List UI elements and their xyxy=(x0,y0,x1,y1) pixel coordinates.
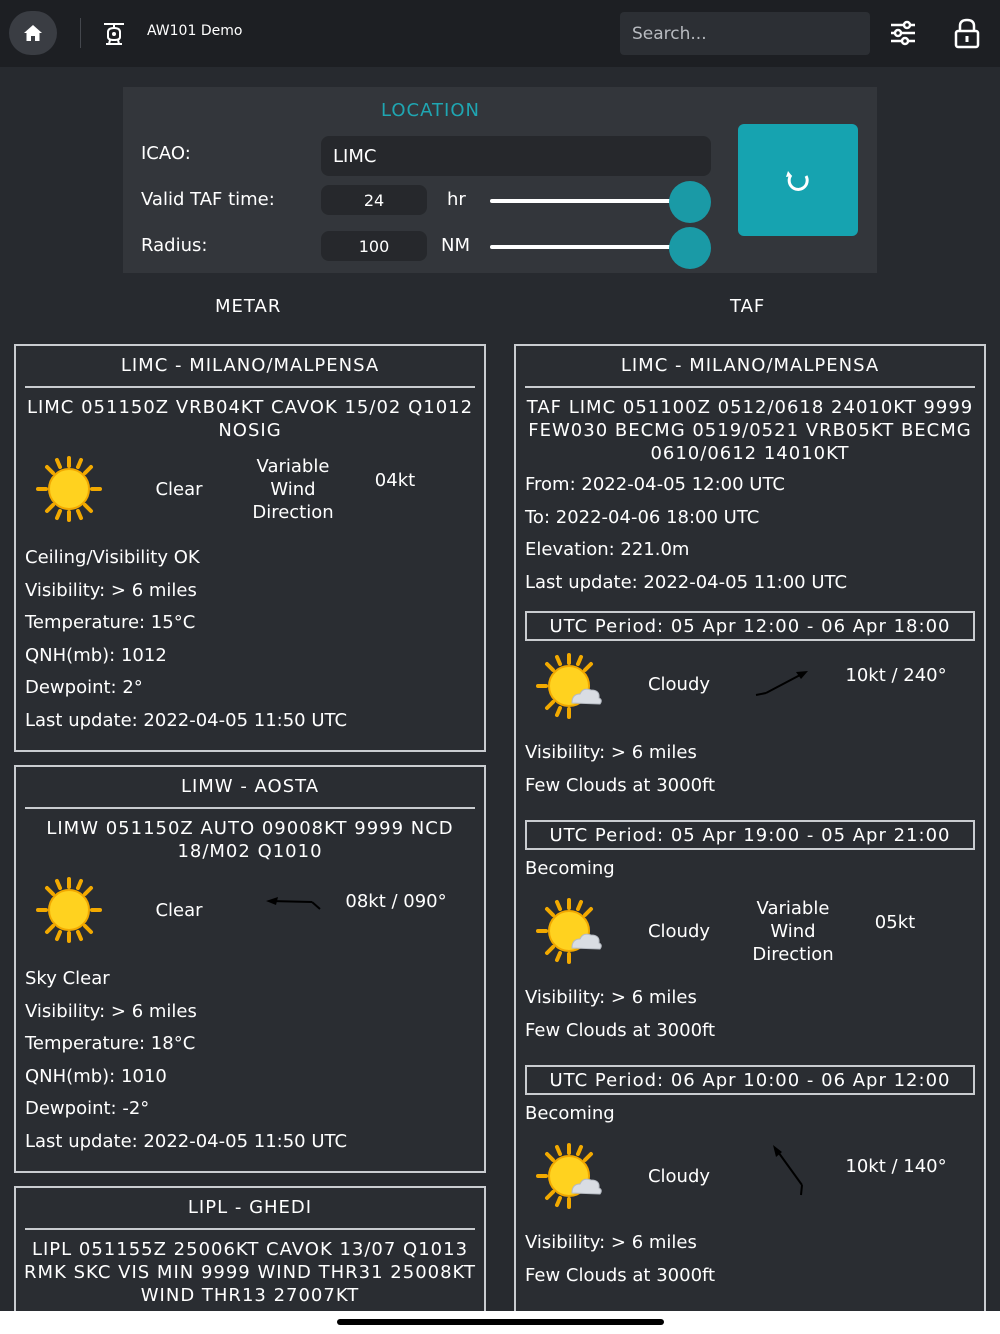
station-title: LIMW - AOSTA xyxy=(180,776,320,797)
info-line: Temperature: 15°C xyxy=(25,612,196,633)
wind-speed-text: 04kt xyxy=(374,470,416,491)
info-line: Ceiling/Visibility OK xyxy=(25,547,200,568)
wind-text: 08kt / 090° xyxy=(345,891,447,912)
period-visibility: Visibility: > 6 miles xyxy=(525,742,697,763)
weather-summary xyxy=(516,1133,984,1227)
metar-card[interactable] xyxy=(14,765,486,1173)
period-change-type: Becoming xyxy=(525,858,615,879)
lock-icon[interactable] xyxy=(953,17,981,49)
topbar-divider xyxy=(80,18,81,48)
raw-metar: LIMW 051150Z AUTO 09008KT 9999 NCD 18/M02 Q1010 xyxy=(46,818,454,862)
condition-text: Cloudy xyxy=(647,921,711,942)
taf-time-label: Valid TAF time: xyxy=(141,189,275,210)
icao-input[interactable] xyxy=(321,136,711,176)
cloudy-icon xyxy=(536,898,604,964)
info-line: Dewpoint: 2° xyxy=(25,677,143,698)
period-header: UTC Period: 05 Apr 12:00 - 06 Apr 18:00 xyxy=(525,611,975,641)
icao-label: ICAO: xyxy=(141,143,191,164)
station-title: LIMC - MILANO/MALPENSA xyxy=(120,355,380,376)
condition-text: Clear xyxy=(155,900,203,921)
condition-text: Cloudy xyxy=(647,1166,711,1187)
period-clouds: Few Clouds at 3000ft xyxy=(525,1019,716,1041)
condition-text: Cloudy xyxy=(647,674,711,695)
metar-card[interactable] xyxy=(14,344,486,752)
search-input[interactable] xyxy=(620,12,870,55)
info-line: Last update: 2022-04-05 11:50 UTC xyxy=(25,709,348,731)
app-title: AW101 Demo xyxy=(147,23,243,39)
cloudy-icon xyxy=(536,1143,604,1209)
info-line: Temperature: 18°C xyxy=(25,1033,196,1054)
taf-time-slider-thumb[interactable] xyxy=(669,181,711,223)
period-clouds: Few Clouds at 3000ft xyxy=(525,1264,716,1286)
wind-text: 10kt / 140° xyxy=(845,1156,947,1177)
taf-heading: TAF xyxy=(730,296,766,317)
helicopter-icon xyxy=(101,20,127,46)
info-line: QNH(mb): 1010 xyxy=(25,1065,167,1087)
weather-summary xyxy=(16,442,484,542)
wind-direction-text: Variable Wind Direction xyxy=(752,898,834,965)
taf-from: From: 2022-04-05 12:00 UTC xyxy=(525,474,785,495)
wind-arrow-icon xyxy=(752,661,812,701)
raw-taf: TAF LIMC 051100Z 0512/0618 24010KT 9999 FEW030 BECMG 0519/0521 VRB05KT BECMG 0610/0612 14010KT xyxy=(526,397,974,464)
radius-slider-thumb[interactable] xyxy=(669,227,711,269)
sun-icon xyxy=(36,877,102,943)
period-change-type: Becoming xyxy=(525,1103,615,1124)
sun-icon xyxy=(36,456,102,522)
taf-time-input[interactable] xyxy=(321,185,427,215)
wind-text: 10kt / 240° xyxy=(845,665,947,686)
location-panel xyxy=(123,87,877,273)
location-title: LOCATION xyxy=(381,100,480,121)
station-title: LIPL - GHEDI xyxy=(187,1197,313,1218)
weather-summary xyxy=(516,888,984,982)
taf-to: To: 2022-04-06 18:00 UTC xyxy=(525,506,760,528)
taf-time-unit: hr xyxy=(447,189,466,210)
weather-summary xyxy=(16,863,484,963)
info-line: Last update: 2022-04-05 11:50 UTC xyxy=(25,1130,348,1152)
home-button[interactable] xyxy=(9,11,57,55)
taf-card[interactable] xyxy=(514,344,986,1334)
cloudy-icon xyxy=(536,653,604,719)
top-bar xyxy=(0,0,1000,67)
wind-arrow-icon xyxy=(264,893,324,913)
home-indicator xyxy=(337,1319,664,1325)
raw-metar: LIPL 051155Z 25006KT CAVOK 13/07 Q1013 RMK SKC VIS MIN 9999 WIND THR31 25008KT WIND THR13 27007KT xyxy=(24,1239,476,1306)
wind-direction-text: Variable Wind Direction xyxy=(252,456,334,523)
station-title: LIMC - MILANO/MALPENSA xyxy=(620,355,880,376)
metar-card[interactable] xyxy=(14,1186,486,1326)
info-line: QNH(mb): 1012 xyxy=(25,644,167,666)
refresh-button[interactable] xyxy=(738,124,858,236)
metar-heading: METAR xyxy=(215,296,282,317)
wind-speed-text: 05kt xyxy=(874,912,916,933)
period-header: UTC Period: 06 Apr 10:00 - 06 Apr 12:00 xyxy=(525,1065,975,1095)
info-line: Dewpoint: -2° xyxy=(25,1098,150,1119)
info-line: Sky Clear xyxy=(25,968,110,989)
refresh-icon xyxy=(782,164,814,196)
wind-arrow-icon xyxy=(768,1143,808,1199)
period-visibility: Visibility: > 6 miles xyxy=(525,1232,697,1253)
radius-input[interactable] xyxy=(321,231,427,261)
home-icon xyxy=(23,24,43,42)
period-clouds: Few Clouds at 3000ft xyxy=(525,774,716,796)
period-header: UTC Period: 05 Apr 19:00 - 05 Apr 21:00 xyxy=(525,820,975,850)
radius-label: Radius: xyxy=(141,235,208,256)
radius-unit: NM xyxy=(441,235,470,256)
info-line: Visibility: > 6 miles xyxy=(25,1000,197,1022)
taf-last-update: Last update: 2022-04-05 11:00 UTC xyxy=(525,571,848,593)
period-visibility: Visibility: > 6 miles xyxy=(525,987,697,1008)
weather-summary xyxy=(516,641,984,737)
raw-metar: LIMC 051150Z VRB04KT CAVOK 15/02 Q1012 NOSIG xyxy=(26,397,474,441)
taf-elevation: Elevation: 221.0m xyxy=(525,539,690,560)
condition-text: Clear xyxy=(155,479,203,500)
info-line: Visibility: > 6 miles xyxy=(25,579,197,601)
filter-sliders-icon[interactable] xyxy=(888,18,918,48)
